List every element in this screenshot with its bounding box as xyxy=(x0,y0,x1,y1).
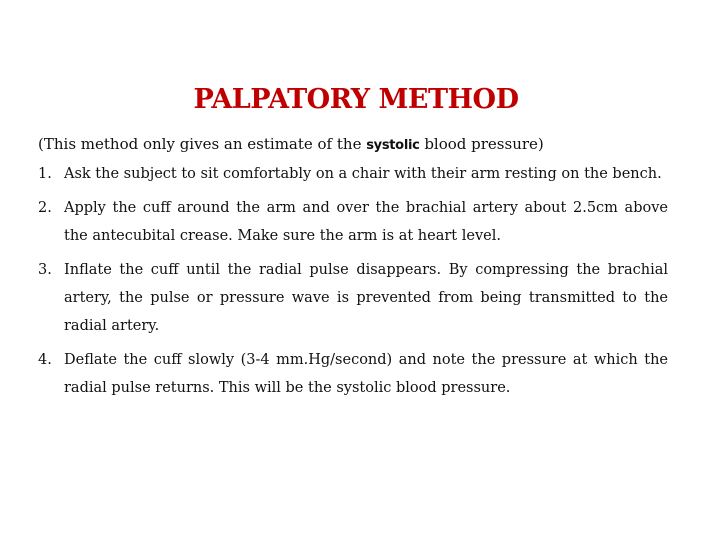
step-item xyxy=(38,160,668,188)
step-number: 4. xyxy=(38,352,52,368)
slide-title: PALPATORY METHOD xyxy=(193,84,519,115)
step-number: 2. xyxy=(38,200,52,216)
step-number: 1. xyxy=(38,166,52,182)
steps-list xyxy=(38,160,668,408)
step-text: Ask the subject to sit comfortably on a chair with their arm resting on the bench. xyxy=(64,166,662,182)
step-text: Deflate the cuff slowly (3-4 mm.Hg/second) and note the pressure at which the radial pulse returns. This will be the systolic blood pressure. xyxy=(64,352,668,396)
step-item xyxy=(38,194,668,250)
intro-note-emphasis: systolic xyxy=(366,138,420,153)
intro-note xyxy=(38,134,678,156)
step-text: Inflate the cuff until the radial pulse disappears. By compressing the brachial artery, the pulse or pressure wave is prevented from being transmitted to the radial artery. xyxy=(64,262,668,334)
step-text: Apply the cuff around the arm and over the brachial artery about 2.5cm above the antecubital crease. Make sure the arm is at heart level. xyxy=(64,200,668,244)
step-item xyxy=(38,256,668,340)
intro-note-after: blood pressure) xyxy=(419,135,544,153)
step-item xyxy=(38,346,668,402)
step-number: 3. xyxy=(38,262,52,278)
intro-note-before: (This method only gives an estimate of the xyxy=(38,135,367,153)
